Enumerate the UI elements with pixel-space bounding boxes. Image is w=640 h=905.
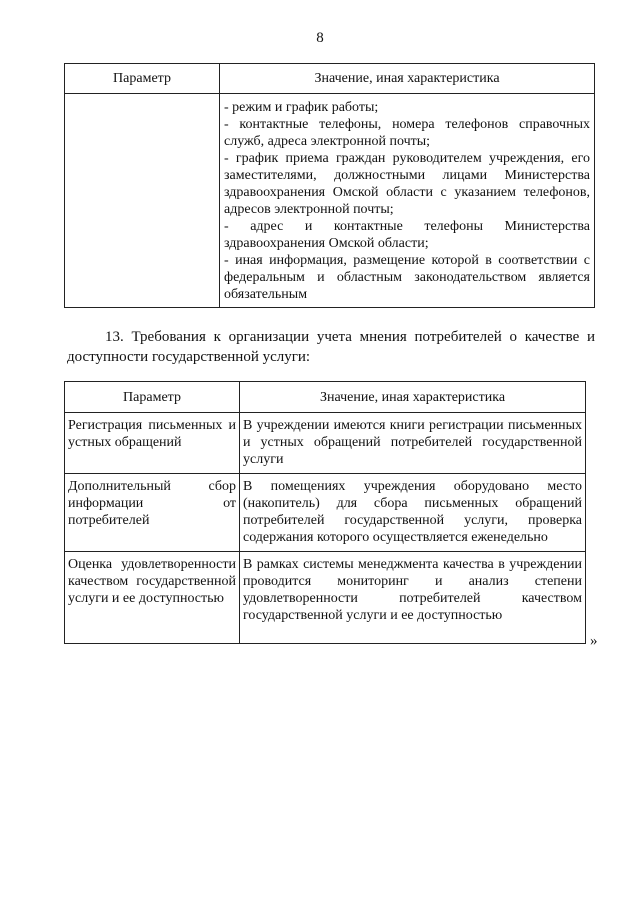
value-cell: В учреждении имеются книги регистрации письменных и устных обращений потребителей государственной услуги (240, 413, 586, 474)
header-value: Значение, иная характеристика (240, 382, 586, 413)
table-row (65, 552, 586, 644)
header-value: Значение, иная характеристика (220, 64, 595, 94)
value-cell: В помещениях учреждения оборудовано место (накопитель) для сбора письменных обращений потребителей государственной услуги, проверка содержания которого осуществляется еженедельно (240, 474, 586, 552)
param-cell: Регистрация письменных и устных обращений (65, 413, 240, 474)
section-13-paragraph: 13. Требования к организации учета мнения потребителей о качестве и доступности государственной услуги: (67, 329, 595, 365)
header-param: Параметр (65, 64, 220, 94)
value-line: - адрес и контактные телефоны Министерства здравоохранения Омской области; (224, 219, 590, 251)
value-line: - режим и график работы; (224, 100, 379, 115)
table-row (65, 413, 586, 474)
value-cell: В рамках системы менеджмента качества в учреждении проводится мониторинг и анализ степени удовлетворенности потребителей качеством государственной услуги и ее доступностью (240, 552, 586, 644)
param-cell: Оценка удовлетворенности качеством государственной услуги и ее доступностью (65, 552, 240, 644)
header-param: Параметр (65, 382, 240, 413)
table-header-row (65, 64, 595, 94)
value-line: - график приема граждан руководителем учреждения, его заместителями, должностными лицами Министерства здравоохранения Омской области с указанием телефонов, адресов электронной почты; (224, 151, 590, 217)
param-cell: Дополнительный сбор информации от потребителей (65, 474, 240, 552)
page-number: 8 (316, 30, 324, 46)
param-cell-empty (65, 94, 220, 308)
feedback-table (64, 381, 586, 644)
info-table (64, 63, 595, 308)
value-line: - иная информация, размещение которой в соответствии с федеральным и областным законодательством является обязательным (224, 253, 590, 302)
table-header-row (65, 382, 586, 413)
value-cell (220, 94, 595, 308)
value-line: - контактные телефоны, номера телефонов справочных служб, адреса электронной почты; (224, 117, 590, 149)
table-row (65, 94, 595, 308)
table-row (65, 474, 586, 552)
closing-quote: » (590, 633, 598, 649)
